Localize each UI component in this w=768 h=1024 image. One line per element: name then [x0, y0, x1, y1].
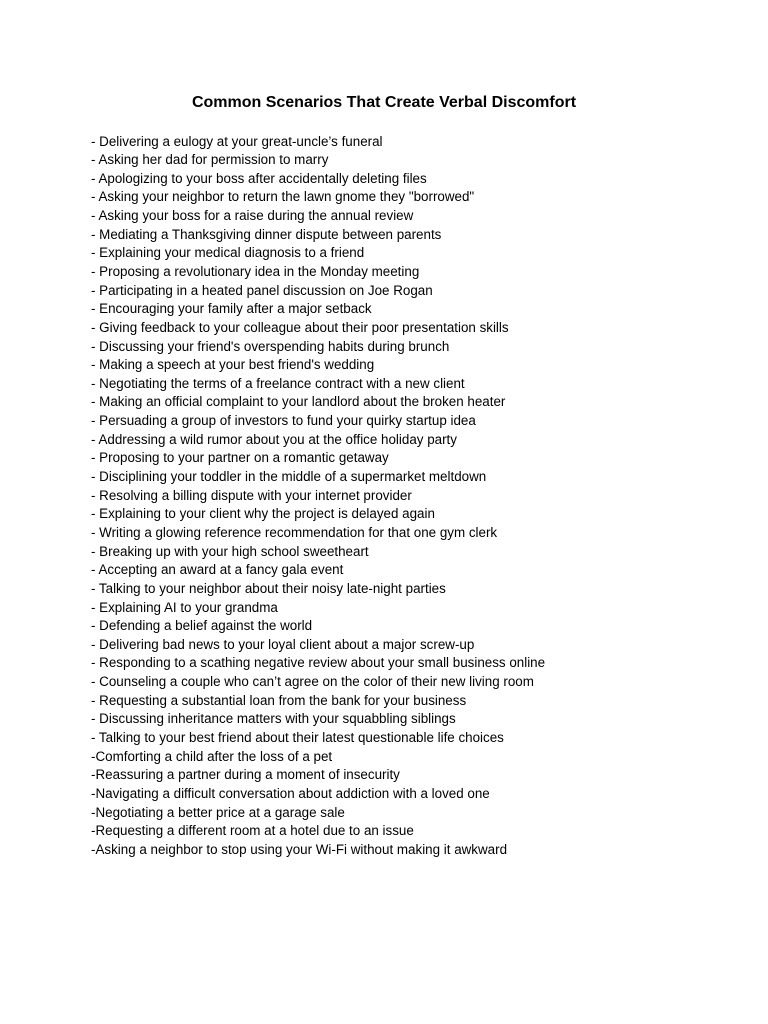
list-item: - Accepting an award at a fancy gala event [91, 562, 344, 578]
list-item: - Discussing your friend's overspending habits during brunch [91, 338, 450, 354]
list-item: - Responding to a scathing negative review about your small business online [91, 655, 546, 671]
list-item: - Delivering a eulogy at your great-uncle’s funeral [91, 133, 383, 149]
list-item: - Mediating a Thanksgiving dinner dispute between parents [91, 226, 442, 242]
list-item: - Encouraging your family after a major setback [91, 301, 372, 317]
list-item: - Resolving a billing dispute with your internet provider [91, 487, 412, 503]
list-item: - Requesting a substantial loan from the bank for your business [91, 692, 467, 708]
list-item: - Counseling a couple who can’t agree on the color of their new living room [91, 674, 534, 690]
document-title: Common Scenarios That Create Verbal Discomfort [191, 94, 577, 111]
list-item: - Discussing inheritance matters with your squabbling siblings [91, 711, 456, 727]
scenario-list [91, 133, 545, 860]
list-item: - Talking to your neighbor about their noisy late-night parties [91, 580, 446, 596]
list-item: - Talking to your best friend about their latest questionable life choices [91, 730, 504, 745]
list-item: -Negotiating a better price at a garage sale [91, 804, 345, 820]
list-item: - Explaining AI to your grandma [91, 599, 278, 615]
list-item: - Making an official complaint to your landlord about the broken heater [91, 394, 506, 410]
list-item: - Defending a belief against the world [91, 618, 313, 634]
list-item: - Asking your boss for a raise during the annual review [91, 208, 414, 224]
list-item: -Comforting a child after the loss of a pet [91, 748, 333, 764]
list-item: -Navigating a difficult conversation about addiction with a loved one [91, 785, 490, 801]
list-item: - Asking your neighbor to return the lawn gnome they "borrowed" [91, 189, 475, 205]
list-item: - Proposing a revolutionary idea in the Monday meeting [91, 263, 420, 279]
list-item: - Addressing a wild rumor about you at the office holiday party [91, 431, 457, 447]
list-item: -Requesting a different room at a hotel due to an issue [91, 823, 414, 839]
list-item: - Participating in a heated panel discussion on Joe Rogan [91, 282, 433, 298]
list-item: - Delivering bad news to your loyal client about a major screw-up [91, 636, 475, 652]
list-item: - Negotiating the terms of a freelance contract with a new client [91, 375, 465, 391]
list-item: - Explaining your medical diagnosis to a friend [91, 245, 365, 261]
list-item: - Making a speech at your best friend's wedding [91, 357, 375, 373]
list-item: - Proposing to your partner on a romantic getaway [91, 450, 389, 466]
list-item: - Disciplining your toddler in the middle of a supermarket meltdown [91, 469, 487, 485]
list-item: - Breaking up with your high school sweetheart [91, 543, 369, 559]
list-item: - Apologizing to your boss after accidentally deleting files [91, 170, 427, 186]
list-item: - Giving feedback to your colleague about their poor presentation skills [91, 319, 509, 335]
list-item: - Asking her dad for permission to marry [91, 152, 329, 168]
list-item: -Reassuring a partner during a moment of insecurity [91, 767, 400, 783]
list-item: -Asking a neighbor to stop using your Wi-Fi without making it awkward [91, 841, 508, 857]
list-item: - Writing a glowing reference recommendation for that one gym clerk [91, 524, 498, 540]
list-item: - Persuading a group of investors to fund your quirky startup idea [91, 413, 476, 429]
list-item: - Explaining to your client why the project is delayed again [91, 506, 435, 522]
